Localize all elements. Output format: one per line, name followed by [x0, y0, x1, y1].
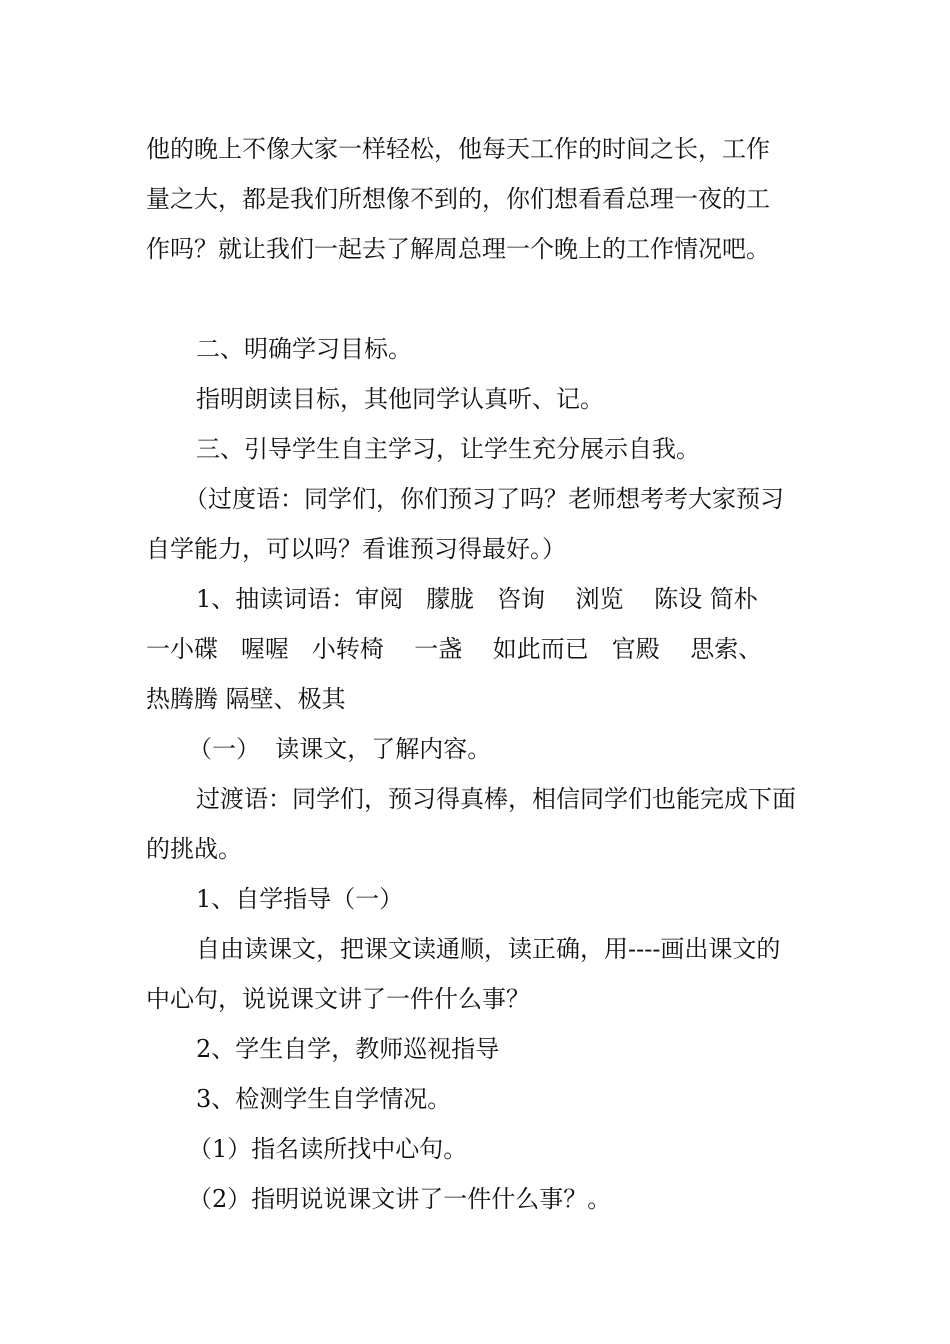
text-line: 自由读课文，把课文读通顺，读正确，用----画出课文的 [196, 935, 781, 963]
text-line: 指明朗读目标，其他同学认真听、记。 [196, 385, 604, 413]
text-line: 3、检测学生自学情况。 [196, 1085, 452, 1113]
section-heading: （一） 读课文，了解内容。 [188, 735, 492, 763]
text-line: （1）指名读所找中心句。 [188, 1135, 468, 1163]
text-line: 过渡语：同学们，预习得真棒，相信同学们也能完成下面 [196, 785, 796, 813]
section-heading: 三、引导学生自主学习，让学生充分展示自我。 [196, 435, 700, 463]
text-line: 的挑战。 [146, 835, 242, 863]
text-line: 量之大，都是我们所想像不到的，你们想看看总理一夜的工 [146, 185, 770, 213]
text-line: 中心句，说说课文讲了一件什么事？ [146, 985, 530, 1013]
text-line: 2、学生自学，教师巡视指导 [196, 1035, 500, 1063]
text-line: 热腾腾 隔壁、极其 [146, 685, 346, 713]
text-line: 作吗？就让我们一起去了解周总理一个晚上的工作情况吧。 [146, 235, 770, 263]
text-line: （过度语：同学们，你们预习了吗？老师想考考大家预习 [184, 485, 784, 513]
text-line: 自学能力，可以吗？看谁预习得最好。） [146, 535, 566, 563]
text-line: 一小碟 喔喔 小转椅 一盏 如此而已 官殿 思索、 [146, 635, 763, 663]
text-line: （2）指明说说课文讲了一件什么事？。 [188, 1185, 612, 1213]
text-line: 1、自学指导（一） [196, 885, 404, 913]
text-line: 他的晚上不像大家一样轻松，他每天工作的时间之长，工作 [146, 135, 770, 163]
text-line: 1、抽读词语：审阅 朦胧 咨询 浏览 陈设 简朴 [196, 585, 758, 613]
section-heading: 二、明确学习目标。 [196, 335, 412, 363]
